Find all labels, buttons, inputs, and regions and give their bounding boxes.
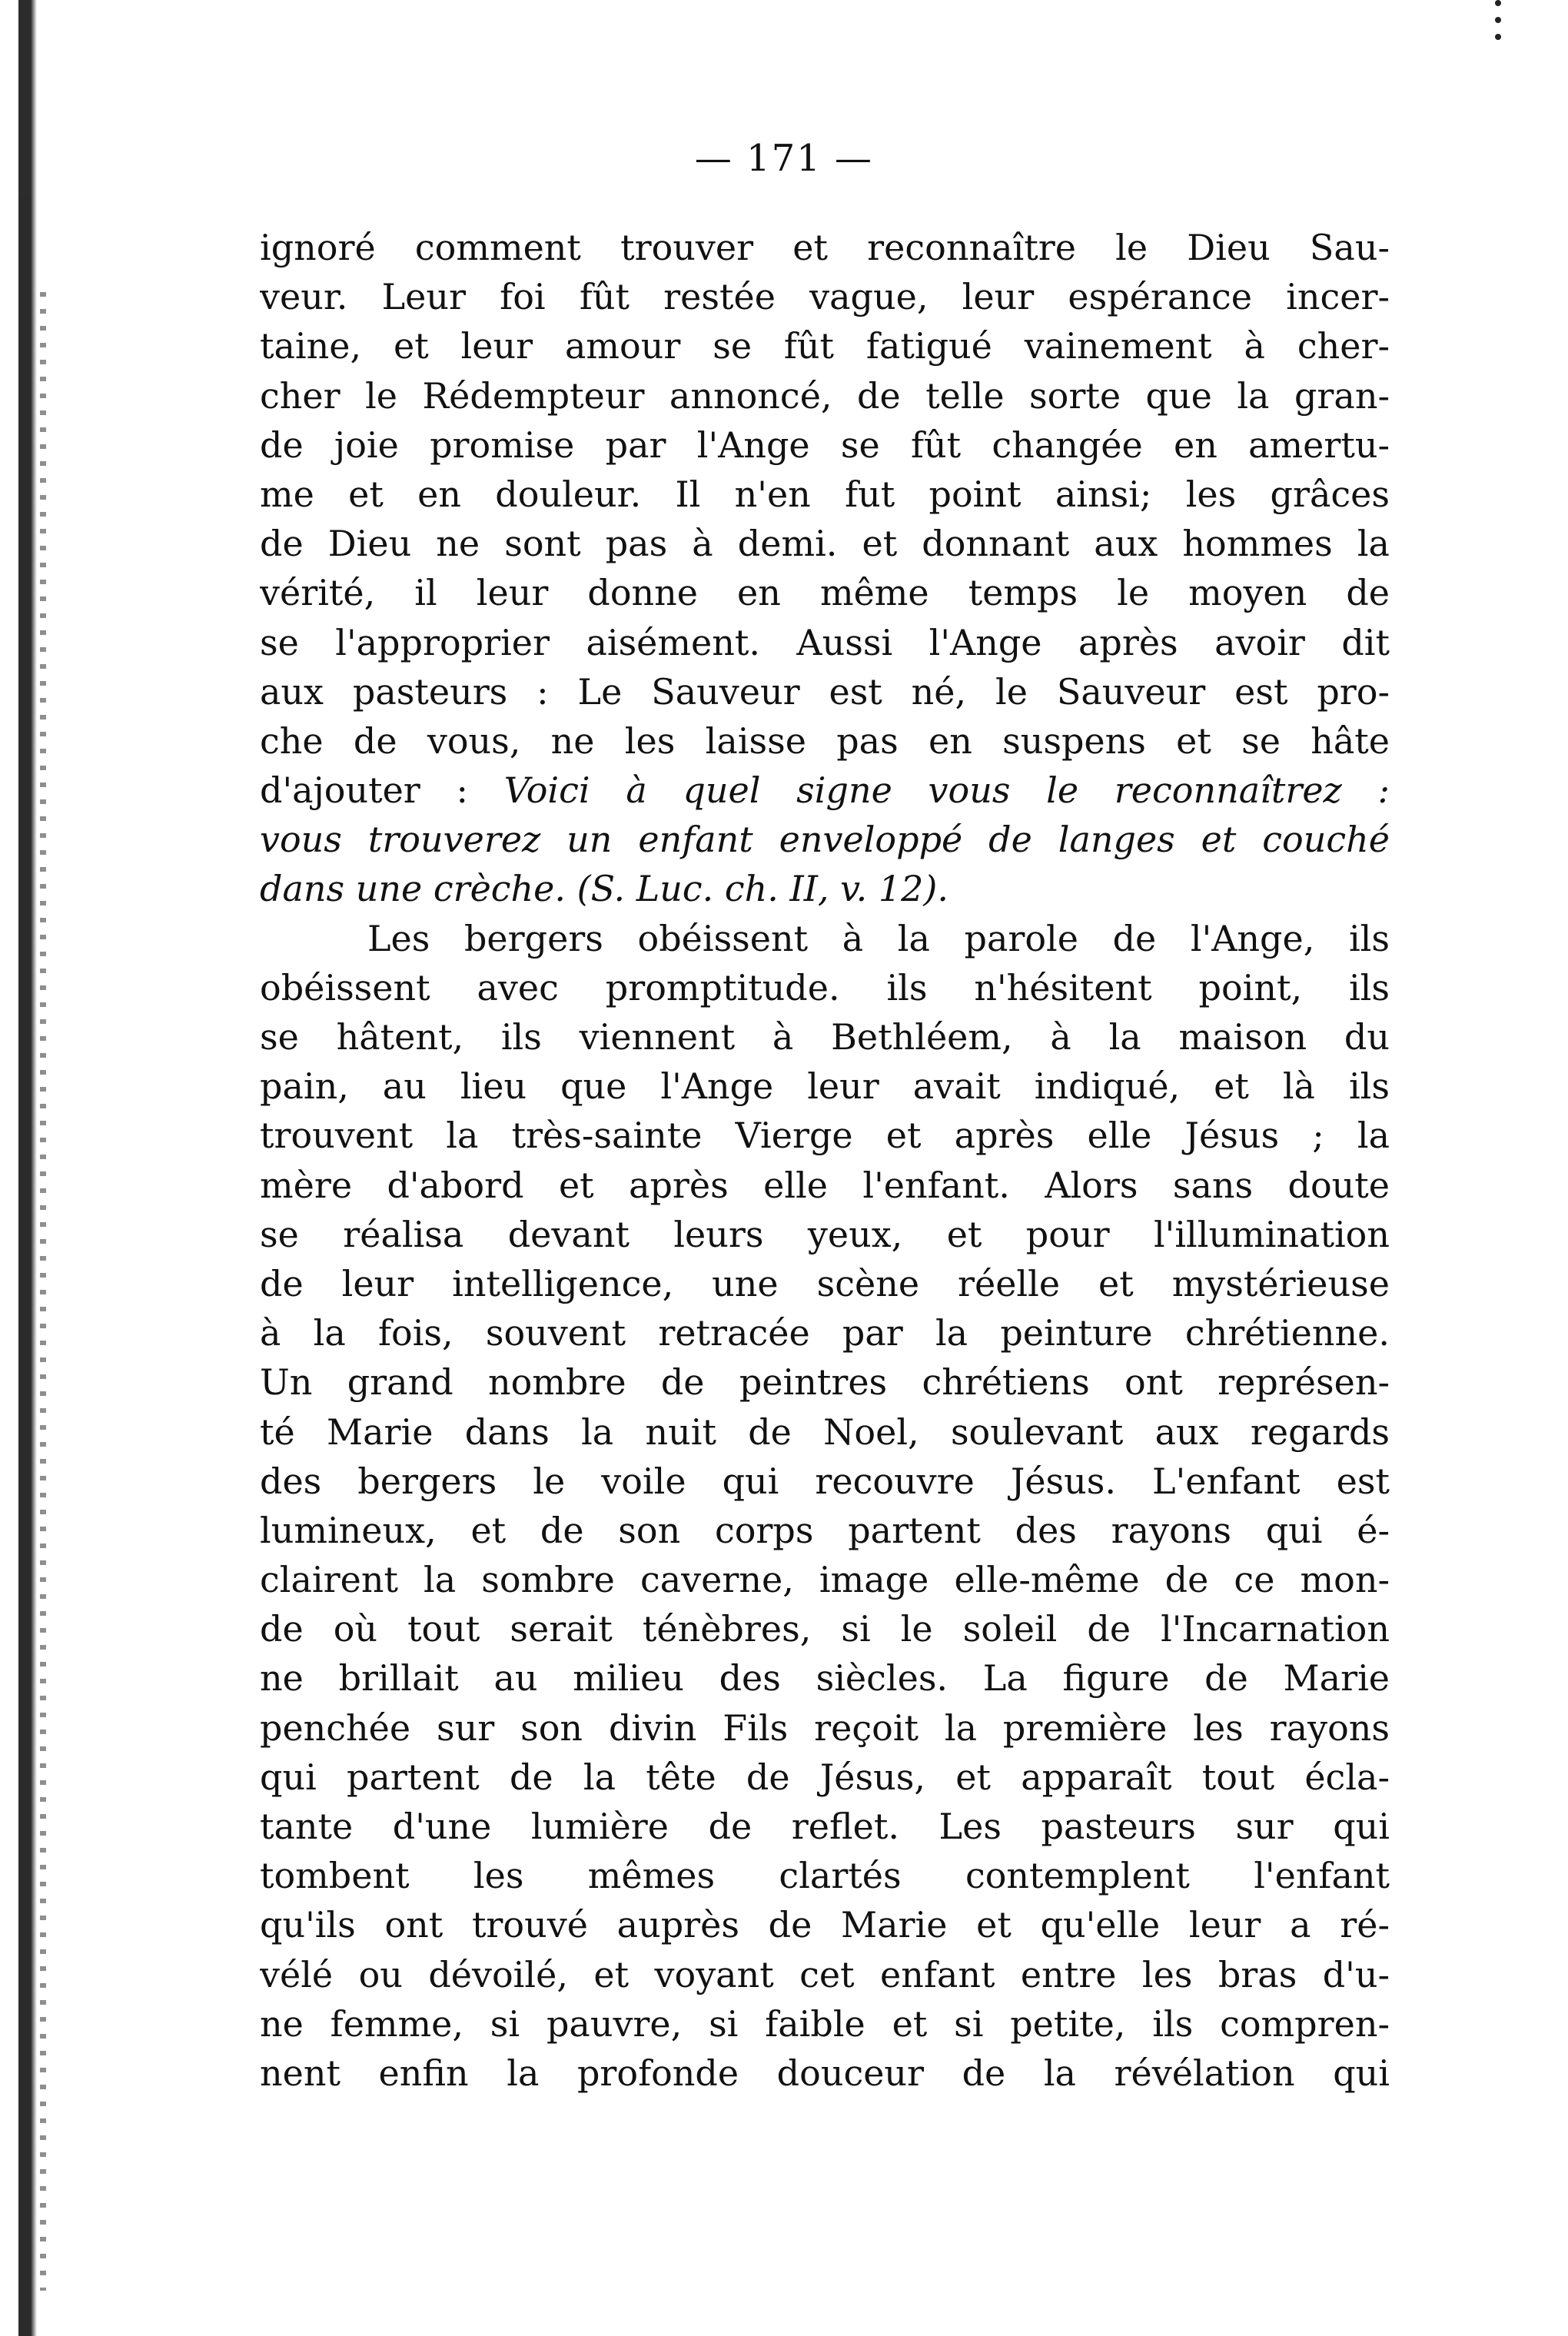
text-line: de où tout serait ténèbres, si le soleil de l'Incarnation [260, 1608, 1390, 1650]
text-line: pain, au lieu que l'Ange leur avait indiqué, et là ils [260, 1065, 1390, 1108]
text-line: trouvent la très-sainte Vierge et après elle Jésus ; la [260, 1115, 1390, 1157]
text-line: de Dieu ne sont pas à demi. et donnant aux hommes la [260, 523, 1390, 565]
text-line: mère d'abord et après elle l'enfant. Alors sans doute [260, 1164, 1390, 1206]
text-line: qui partent de la tête de Jésus, et apparaît tout écla- [260, 1756, 1390, 1798]
text-line: me et en douleur. Il n'en fut point ainsi; les grâces [260, 473, 1390, 515]
text-line: obéissent avec promptitude. ils n'hésitent point, ils [260, 966, 1390, 1009]
text-line: taine, et leur amour se fût fatigué vainement à cher- [260, 325, 1390, 367]
text-line: ignoré comment trouver et reconnaître le Dieu Sau- [260, 227, 1390, 268]
book-binding-edge [14, 0, 45, 2336]
text-line: clairent la sombre caverne, image elle-même de ce mon- [260, 1559, 1390, 1601]
margin-mark [1495, 34, 1501, 40]
text-line: se hâtent, ils viennent à Bethléem, à la maison du [260, 1016, 1390, 1058]
text-line [260, 766, 1390, 815]
text-line: à la fois, souvent retracée par la peinture chrétienne. [260, 1312, 1390, 1354]
text-line: des bergers le voile qui recouvre Jésus. L'enfant est [260, 1460, 1390, 1502]
text-line: té Marie dans la nuit de Noel, soulevant aux regards [260, 1411, 1390, 1453]
text-line: veur. Leur foi fût restée vague, leur espérance incer- [260, 276, 1390, 318]
text-line: tombent les mêmes clartés contemplent l'enfant [260, 1855, 1390, 1897]
text-line: nent enfin la profonde douceur de la révélation qui [260, 2052, 1390, 2094]
text-line-roman: d'ajouter : [260, 769, 504, 812]
text-line: lumineux, et de son corps partent des rayons qui é- [260, 1509, 1390, 1551]
text-line: cher le Rédempteur annoncé, de telle sorte que la gran- [260, 374, 1390, 417]
text-line: vélé ou dévoilé, et voyant cet enfant entre les bras d'u- [260, 1953, 1390, 1995]
text-line: aux pasteurs : Le Sauveur est né, le Sauveur est pro- [260, 670, 1390, 713]
text-line: ne brillait au milieu des siècles. La figure de Marie [260, 1657, 1390, 1700]
text-line: vérité, il leur donne en même temps le moyen de [260, 572, 1390, 614]
margin-mark [1495, 0, 1501, 6]
text-line: de joie promise par l'Ange se fût changée en amertu- [260, 424, 1390, 466]
page-number: — 171 — [694, 137, 874, 180]
text-line: se réalisa devant leurs yeux, et pour l'illumination [260, 1213, 1390, 1255]
text-line-italic: Voici à quel signe vous le reconnaîtrez : [503, 769, 1390, 812]
text-line: tante d'une lumière de reflet. Les pasteurs sur qui [260, 1806, 1390, 1847]
text-line: penchée sur son divin Fils reçoit la première les rayons [260, 1706, 1390, 1749]
margin-mark [1495, 17, 1501, 23]
text-line: Un grand nombre de peintres chrétiens ont représen- [260, 1361, 1390, 1404]
text-line: dans une crèche. (S. Luc. ch. II, v. 12). [260, 868, 948, 910]
body-text [260, 223, 1390, 2098]
text-line: vous trouverez un enfant enveloppé de langes et couché [260, 819, 1390, 861]
text-line: ne femme, si pauvre, si faible et si petite, ils compren- [260, 2002, 1390, 2045]
text-line: Les bergers obéissent à la parole de l'Ange, ils [367, 917, 1390, 959]
text-line: qu'ils ont trouvé auprès de Marie et qu'elle leur a ré- [260, 1904, 1390, 1946]
text-line: che de vous, ne les laisse pas en suspens et se hâte [260, 719, 1390, 762]
text-line: se l'approprier aisément. Aussi l'Ange après avoir dit [260, 621, 1390, 663]
text-line: de leur intelligence, une scène réelle et mystérieuse [260, 1262, 1390, 1304]
